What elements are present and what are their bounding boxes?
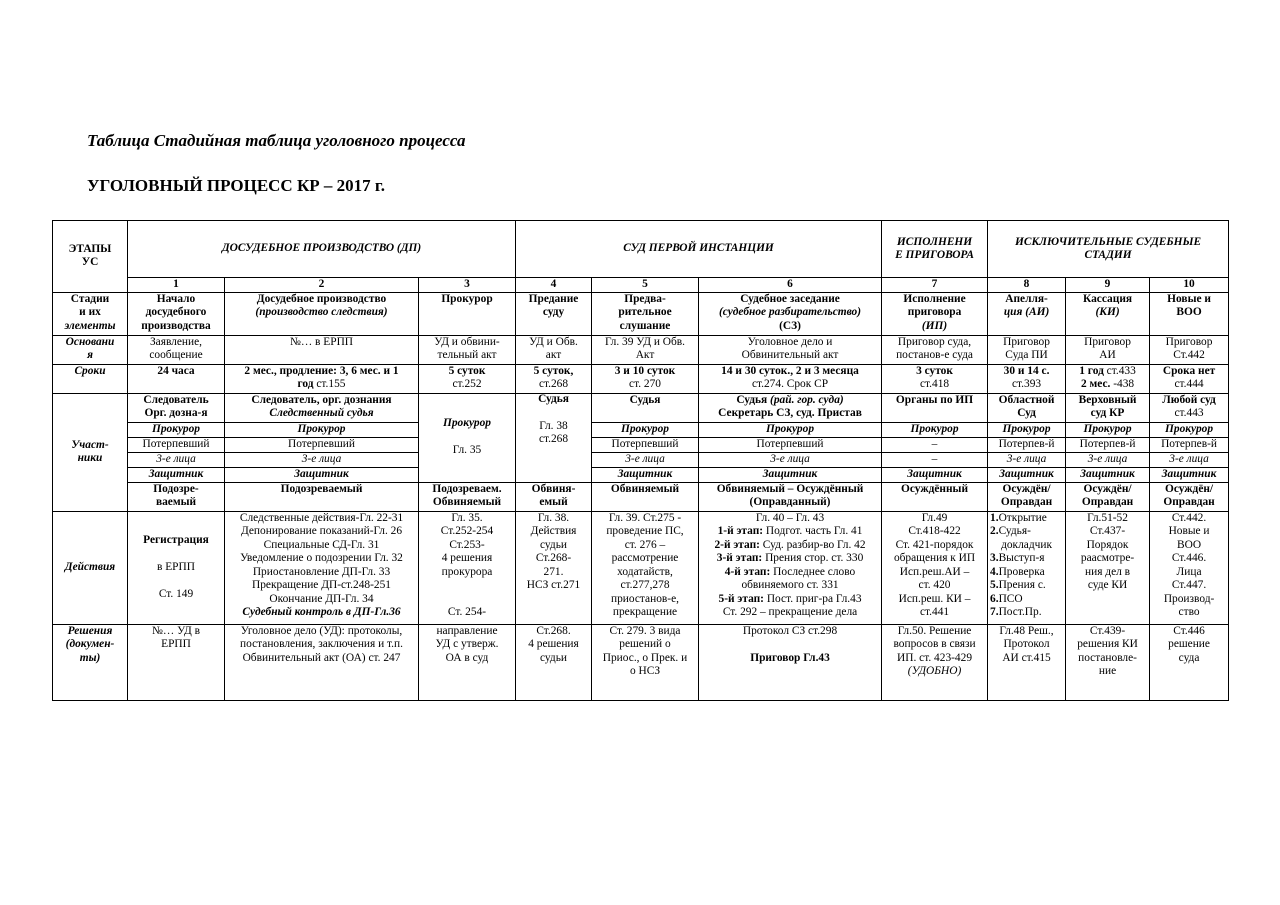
row-label-decisions: Решения (докумен- ты) [53, 624, 128, 700]
table-cell: Осуждённый [882, 482, 988, 511]
table-cell: Защитник [128, 467, 225, 482]
table-cell: 3 и 10 суток ст. 270 [592, 364, 699, 393]
table-cell: 1 год ст.433 2 мес. -438 [1066, 364, 1150, 393]
table-row [53, 422, 1229, 437]
header-pretrial: ДОСУДЕБНОЕ ПРОИЗВОДСТВО (ДП) [128, 221, 516, 278]
table-cell: Приговор Ст.442 [1150, 335, 1229, 364]
table-row [53, 511, 1229, 624]
table-cell: Защитник [1066, 467, 1150, 482]
table-cell: Органы по ИП [882, 393, 988, 422]
document-subtitle: Таблица Стадийная таблица уголовного процесса [87, 131, 466, 150]
col-num: 8 [988, 278, 1066, 293]
table-cell: 3 суток ст.418 [882, 364, 988, 393]
table-cell: Уголовное дело (УД): протоколы, постановления, заключения и т.п. Обвинительный акт (ОА) ст. 247 [225, 624, 419, 700]
table-cell: 3-е лица [1150, 452, 1229, 467]
table-cell: 14 и 30 суток., 2 и 3 месяца ст.274. Срок СР [699, 364, 882, 393]
table-cell: Протокол СЗ ст.298 Приговор Гл.43 [699, 624, 882, 700]
table-cell: Уголовное дело и Обвинительный акт [699, 335, 882, 364]
table-cell: №… УД в ЕРПП [128, 624, 225, 700]
col-num: 7 [882, 278, 988, 293]
row-label-participants: Участ- ники [53, 393, 128, 511]
row-label-grounds: Основани я [53, 335, 128, 364]
table-cell: – [882, 437, 988, 452]
table-cell: Осуждён/ Оправдан [1066, 482, 1150, 511]
table-cell: 3-е лица [699, 452, 882, 467]
table-cell: Ст.268. 4 решения судьи [516, 624, 592, 700]
table-cell: Защитник [699, 467, 882, 482]
table-cell: Заявление, сообщение [128, 335, 225, 364]
table-header-row [53, 221, 1229, 278]
table-cell: Ст.439- решения КИ постановле- ние [1066, 624, 1150, 700]
table-cell: №… в ЕРПП [225, 335, 419, 364]
table-cell: Гл.49 Ст.418-422 Ст. 421-порядок обращения к ИП Исп.реш.АИ – ст. 420 Исп.реш. КИ – ст.441 [882, 511, 988, 624]
table-cell: Защитник [225, 467, 419, 482]
table-cell: Начало досудебного производства [128, 292, 225, 335]
table-cell: Прокурор [1150, 422, 1229, 437]
table-cell: Новые и ВОО [1150, 292, 1229, 335]
col-num: 1 [128, 278, 225, 293]
table-cell: 24 часа [128, 364, 225, 393]
table-cell: 5 суток, ст.268 [516, 364, 592, 393]
table-cell: Подозреваемый [225, 482, 419, 511]
table-cell: 3-е лица [988, 452, 1066, 467]
stage-table [52, 220, 1229, 701]
table-cell: Гл. 39. Ст.275 - проведение ПС, ст. 276 – рассмотрение ходатайств, ст.277,278 приостанов-е, прекращение [592, 511, 699, 624]
table-cell: Судья [592, 393, 699, 422]
table-cell: Приговор АИ [1066, 335, 1150, 364]
row-label-terms: Сроки [53, 364, 128, 393]
table-cell: Кассация (КИ) [1066, 292, 1150, 335]
header-exceptional: ИСКЛЮЧИТЕЛЬНЫЕ СУДЕБНЫЕ СТАДИИ [988, 221, 1229, 278]
header-stages: ЭТАПЫ УС [53, 221, 128, 293]
table-row [53, 393, 1229, 422]
table-row [53, 292, 1229, 335]
row-label-actions: Действия [53, 511, 128, 624]
table-cell: Гл. 40 – Гл. 43 1-й этап: Подгот. часть Гл. 41 2-й этап: Суд. разбир-во Гл. 42 3-й этап: Прения стор. ст. 330 4-й этап: Последнее слово обвиняемого ст. 331 5-й этап: Пост. приг-ра Гл.43 Ст. 292 – прекращение дела [699, 511, 882, 624]
table-cell: Областной Суд [988, 393, 1066, 422]
col-num: 4 [516, 278, 592, 293]
table-cell: Защитник [988, 467, 1066, 482]
header-first-instance: СУД ПЕРВОЙ ИНСТАНЦИИ [516, 221, 882, 278]
table-cell: Прокурор [988, 422, 1066, 437]
table-cell: Регистрация в ЕРПП Ст. 149 [128, 511, 225, 624]
table-cell: Прокурор [699, 422, 882, 437]
table-cell: Гл.48 Реш., Протокол АИ ст.415 [988, 624, 1066, 700]
table-cell: Защитник [1150, 467, 1229, 482]
table-cell: Досудебное производство (производство следствия) [225, 292, 419, 335]
table-cell: Потерпевший [699, 437, 882, 452]
table-cell: Ст. 279. 3 вида решений о Приос., о Прек. и о НСЗ [592, 624, 699, 700]
table-cell: Прокурор [419, 292, 516, 335]
table-cell: Осуждён/ Оправдан [1150, 482, 1229, 511]
table-cell: Потерпевший [128, 437, 225, 452]
table-cell: Подозре- ваемый [128, 482, 225, 511]
table-cell: направление УД с утверж. ОА в суд [419, 624, 516, 700]
table-cell: 3-е лица [592, 452, 699, 467]
table-cell: Потерпев-й [1150, 437, 1229, 452]
table-cell: Гл.50. Решение вопросов в связи ИП. ст. 423-429 (УДОБНО) [882, 624, 988, 700]
table-cell: Гл. 38. Действия судьи Ст.268- 271. НСЗ ст.271 [516, 511, 592, 624]
table-cell: УД и обвини- тельный акт [419, 335, 516, 364]
column-numbers-row [53, 278, 1229, 293]
table-cell: Прокурор Гл. 35 [419, 393, 516, 482]
table-cell: Потерпев-й [1066, 437, 1150, 452]
table-cell: Приговор суда, постанов-е суда [882, 335, 988, 364]
table-cell: Гл.51-52 Ст.437- Порядок раасмотре- ния дел в суде КИ [1066, 511, 1150, 624]
table-cell: Предва- рительное слушание [592, 292, 699, 335]
table-cell: 3-е лица [225, 452, 419, 467]
table-cell: Гл. 39 УД и Обв. Акт [592, 335, 699, 364]
table-cell: УД и Обв. акт [516, 335, 592, 364]
table-cell: Прокурор [1066, 422, 1150, 437]
col-num: 10 [1150, 278, 1229, 293]
table-cell: Защитник [592, 467, 699, 482]
table-cell: Исполнение приговора (ИП) [882, 292, 988, 335]
table-cell: Верховный суд КР [1066, 393, 1150, 422]
col-num: 3 [419, 278, 516, 293]
table-cell: – [882, 452, 988, 467]
table-cell: Обвиняемый – Осуждённый (Оправданный) [699, 482, 882, 511]
table-cell: Ст.442. Новые и ВОО Ст.446. Лица Ст.447. Производ- ство [1150, 511, 1229, 624]
table-cell: Обвиняемый [592, 482, 699, 511]
document-title: УГОЛОВНЫЙ ПРОЦЕСС КР – 2017 г. [87, 176, 385, 195]
table-cell: Потерпевший [225, 437, 419, 452]
table-cell: 2 мес., продление: 3, 6 мес. и 1 год ст.155 [225, 364, 419, 393]
table-cell: Потерпевший [592, 437, 699, 452]
table-cell: Следователь, орг. дознания Следственный судья [225, 393, 419, 422]
col-num: 9 [1066, 278, 1150, 293]
table-cell: Потерпев-й [988, 437, 1066, 452]
table-row [53, 364, 1229, 393]
table-cell: Прокурор [128, 422, 225, 437]
table-cell: Прокурор [882, 422, 988, 437]
table-cell: Прокурор [225, 422, 419, 437]
table-cell: Обвиня- емый [516, 482, 592, 511]
table-cell: Подозреваем. Обвиняемый [419, 482, 516, 511]
table-cell: 5 суток ст.252 [419, 364, 516, 393]
col-num: 2 [225, 278, 419, 293]
table-cell: Ст.446 решение суда [1150, 624, 1229, 700]
table-cell: Предание суду [516, 292, 592, 335]
table-row [53, 335, 1229, 364]
table-cell: Гл. 35. Ст.252-254 Ст.253- 4 решения прокурора Ст. 254- [419, 511, 516, 624]
table-cell: 3-е лица [128, 452, 225, 467]
table-cell: Судья (рай. гор. суда) Секретарь СЗ, суд. Пристав [699, 393, 882, 422]
table-cell: Апелля- ция (АИ) [988, 292, 1066, 335]
table-row [53, 437, 1229, 452]
col-num: 6 [699, 278, 882, 293]
table-row [53, 482, 1229, 511]
table-cell: Приговор Суда ПИ [988, 335, 1066, 364]
table-row [53, 452, 1229, 467]
table-cell: Следователь Орг. дозна-я [128, 393, 225, 422]
table-row [53, 467, 1229, 482]
table-cell: Судья Гл. 38 ст.268 [516, 393, 592, 482]
table-cell: 1.Открытие 2.Судья- докладчик 3.Выступ-я 4.Проверка 5.Прения с. 6.ПСО 7.Пост.Пр. [988, 511, 1066, 624]
col-num: 5 [592, 278, 699, 293]
table-cell: 3-е лица [1066, 452, 1150, 467]
table-cell: Прокурор [592, 422, 699, 437]
table-cell: Судебное заседание (судебное разбирательство) (СЗ) [699, 292, 882, 335]
table-cell: Следственные действия-Гл. 22-31 Депонирование показаний-Гл. 26 Специальные СД-Гл. 31 Уведомление о подозрении Гл. 32 Приостановление ДП-Гл. 33 Прекращение ДП-ст.248-251 Окончание ДП-Гл. 34 Судебный контроль в ДП-Гл.36 [225, 511, 419, 624]
table-cell: Осуждён/ Оправдан [988, 482, 1066, 511]
table-cell: 30 и 14 с. ст.393 [988, 364, 1066, 393]
row-label-stages: Стадии и их элементы [53, 292, 128, 335]
table-cell: Любой суд ст.443 [1150, 393, 1229, 422]
table-cell: Срока нет ст.444 [1150, 364, 1229, 393]
header-execution: ИСПОЛНЕНИ Е ПРИГОВОРА [882, 221, 988, 278]
table-cell: Защитник [882, 467, 988, 482]
table-row [53, 624, 1229, 700]
